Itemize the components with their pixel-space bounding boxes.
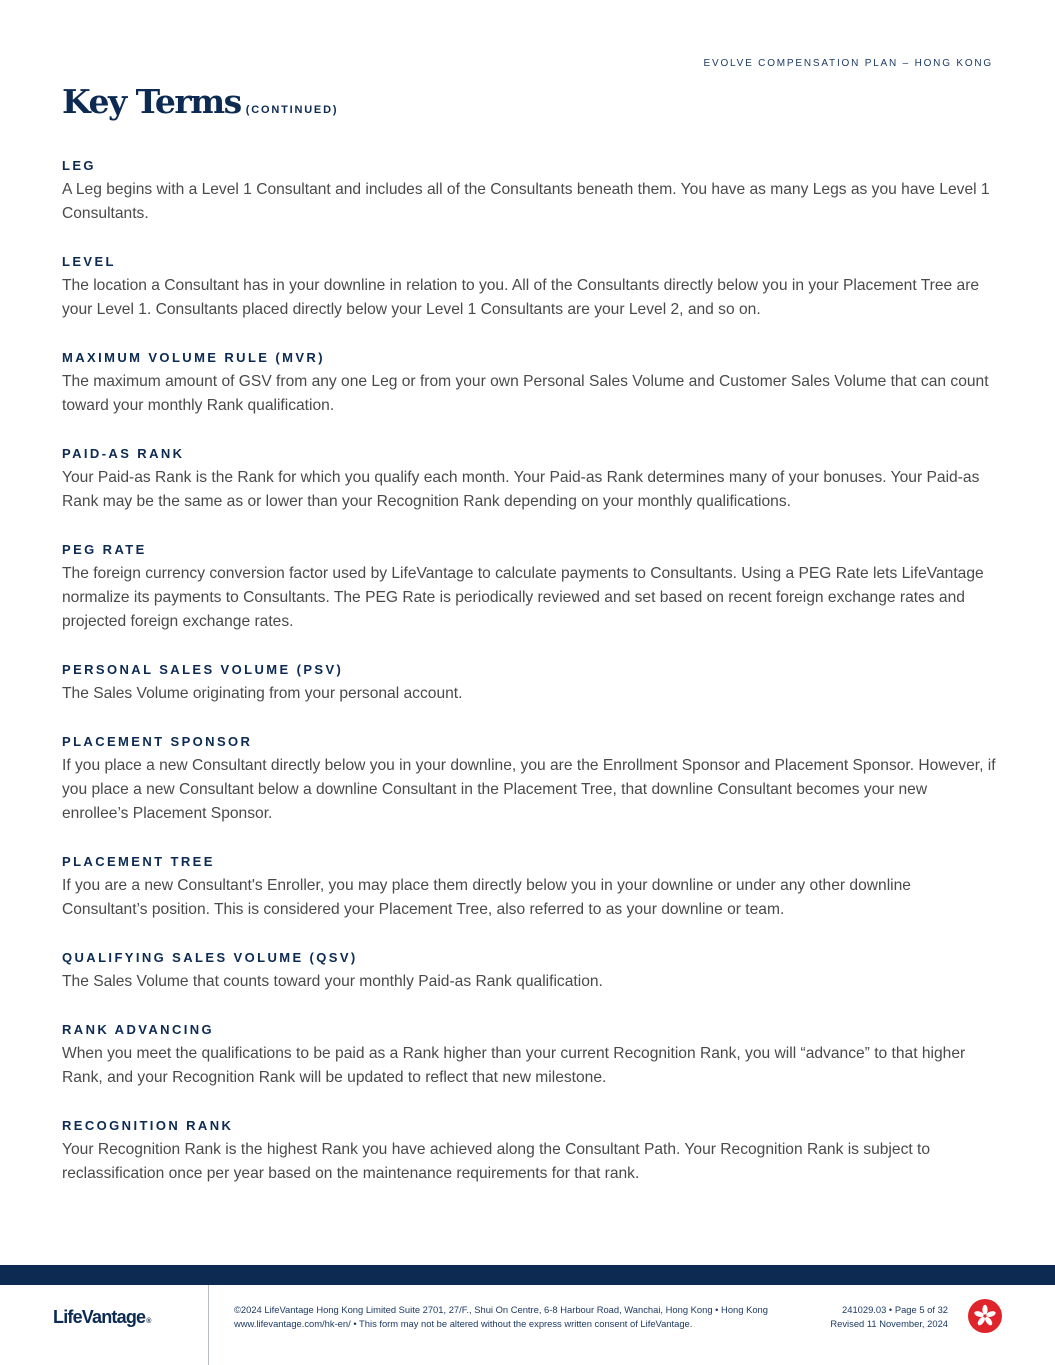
term-definition: Your Recognition Rank is the highest Rank you have achieved along the Consultant Path. Your Recognition Rank is subject to reclassification once per year based on the maintenance requirements for that rank. — [62, 1141, 931, 1182]
footer-band — [0, 1265, 1055, 1285]
term-heading: PEG RATE — [62, 542, 147, 557]
term-heading: PERSONAL SALES VOLUME (PSV) — [62, 662, 344, 677]
header-label: EVOLVE COMPENSATION PLAN – HONG KONG — [703, 58, 993, 69]
term-heading: PLACEMENT TREE — [62, 854, 215, 869]
footer-copyright: ©2024 LifeVantage Hong Kong Limited Suite 2701, 27/F., Shui On Centre, 6-8 Harbour Road, Wanchai, Hong Kong • Hong Kong — [234, 1304, 768, 1315]
footer-revised: Revised 11 November, 2024 — [830, 1318, 948, 1329]
key-terms-list — [62, 156, 997, 1186]
footer-divider — [208, 1285, 209, 1365]
term-definition: Your Paid-as Rank is the Rank for which you qualify each month. Your Paid-as Rank determines many of your bonuses. Your Paid-as Rank may be the same as or lower than your Recognition Rank depending on your monthly qualifications. — [62, 469, 980, 510]
term-definition: The location a Consultant has in your downline in relation to you. All of the Consultants directly below you in your Placement Tree are your Level 1. Consultants placed directly below your Level 1 Consultants are your Level 2, and so on. — [62, 277, 980, 318]
term-heading: RANK ADVANCING — [62, 1022, 215, 1037]
term-definition: If you are a new Consultant's Enroller, you may place them directly below you in your downline or under any other downline Consultant’s position. This is considered your Placement Tree, also referred to as your downline or team. — [62, 877, 911, 918]
page-title-main: Key Terms — [62, 82, 241, 121]
term-leg — [62, 156, 997, 226]
term-rank-advancing — [62, 1020, 997, 1090]
registered-mark: ® — [146, 1318, 151, 1325]
term-level — [62, 252, 997, 322]
term-placement-tree — [62, 852, 997, 922]
footer — [0, 1285, 1055, 1365]
term-heading: PAID-AS RANK — [62, 446, 185, 461]
page-title — [62, 82, 338, 121]
footer-legal — [234, 1303, 768, 1331]
term-heading: LEG — [62, 158, 96, 173]
term-paid-as-rank — [62, 444, 997, 514]
term-psv — [62, 660, 997, 706]
term-definition: A Leg begins with a Level 1 Consultant and includes all of the Consultants beneath them. You have as many Legs as you have Level 1 Consultants. — [62, 181, 990, 222]
logo-text: LifeVantage — [53, 1307, 146, 1327]
term-placement-sponsor — [62, 732, 997, 826]
term-heading: RECOGNITION RANK — [62, 1118, 234, 1133]
footer-doc-info — [830, 1303, 948, 1331]
term-qsv — [62, 948, 997, 994]
page-title-sub: (CONTINUED) — [245, 104, 339, 116]
term-definition: When you meet the qualifications to be paid as a Rank higher than your current Recognition Rank, you will “advance” to that higher Rank, and your Recognition Rank will be updated to reflect that new milestone. — [62, 1045, 966, 1086]
term-peg-rate — [62, 540, 997, 634]
footer-url-notice: www.lifevantage.com/hk-en/ • This form may not be altered without the express written consent of LifeVantage. — [234, 1318, 693, 1329]
term-definition: The Sales Volume originating from your personal account. — [62, 685, 463, 702]
term-heading: PLACEMENT SPONSOR — [62, 734, 253, 749]
term-definition: The Sales Volume that counts toward your monthly Paid-as Rank qualification. — [62, 973, 603, 990]
term-definition: The foreign currency conversion factor used by LifeVantage to calculate payments to Consultants. Using a PEG Rate lets LifeVantage normalize its payments to Consultants. The PEG Rate is periodically reviewed and set based on recent foreign exchange rates and projected foreign exchange rates. — [62, 565, 984, 630]
term-heading: MAXIMUM VOLUME RULE (MVR) — [62, 350, 325, 365]
term-definition: If you place a new Consultant directly below you in your downline, you are the Enrollment Sponsor and Placement Sponsor. However, if you place a new Consultant below a downline Consultant in the Placement Tree, that downline Consultant becomes your new enrollee’s Placement Sponsor. — [62, 757, 996, 822]
term-definition: The maximum amount of GSV from any one Leg or from your own Personal Sales Volume and Customer Sales Volume that can count toward your monthly Rank qualification. — [62, 373, 989, 414]
term-recognition-rank — [62, 1116, 997, 1186]
footer-doc-code: 241029.03 • Page 5 of 32 — [842, 1304, 948, 1315]
term-heading: QUALIFYING SALES VOLUME (QSV) — [62, 950, 358, 965]
hong-kong-flag-icon — [968, 1299, 1002, 1333]
term-heading: LEVEL — [62, 254, 116, 269]
lifevantage-logo — [53, 1307, 151, 1328]
term-mvr — [62, 348, 997, 418]
